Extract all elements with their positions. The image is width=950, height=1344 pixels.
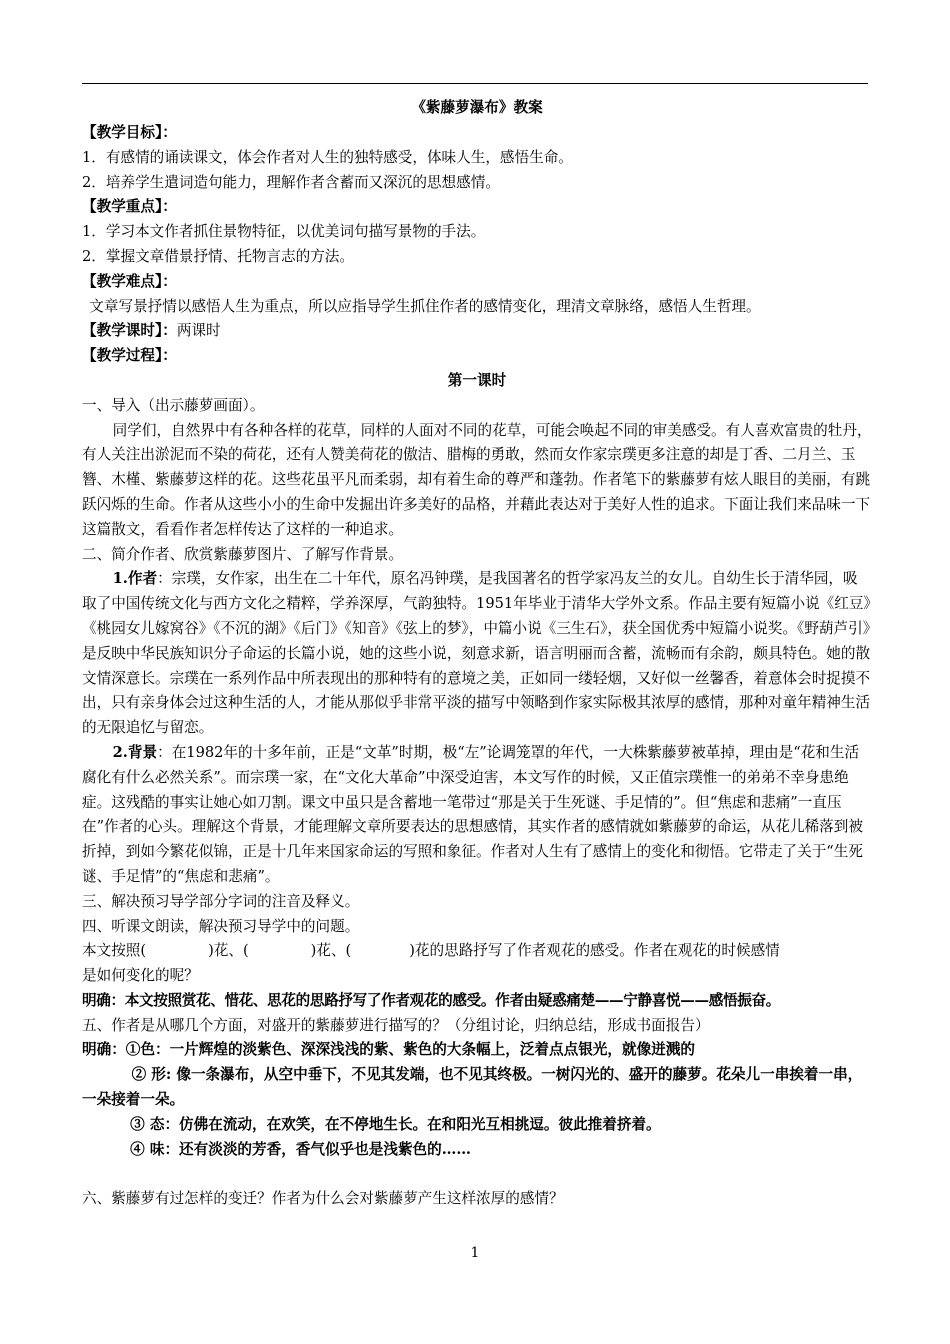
section-4-answer: 明确：本文按照赏花、惜花、思花的思路抒写了作者观花的感受。作者由疑惑痛楚——宁静喜悦——感悟振奋。: [82, 991, 780, 1009]
hours-value: 两课时: [176, 322, 221, 340]
key-points-heading: 【教学重点】：: [82, 198, 177, 216]
answer-color: 明确：①色：一片辉煌的淡紫色、深深浅浅的紫、紫色的大条幅上，泛着点点银光，就像迸溅的: [82, 1041, 695, 1059]
hours-heading: 【教学课时】：: [82, 322, 177, 340]
document-title: 《紫藤萝瀑布》教案: [411, 99, 543, 116]
goal-item-2: 2．培养学生遣词造句能力，理解作者含蓄而又深沉的思想感情。: [82, 173, 500, 191]
section-3-heading: 三、解决预习导学部分字词的注音及释义。: [82, 892, 360, 910]
section-5-heading: 五、作者是从哪几个方面，对盛开的紫藤萝进行描写的？（分组讨论，归纳总结，形成书面报告）: [82, 1016, 710, 1034]
section-1-paragraph: 同学们，自然界中有各种各样的花草，同样的人面对不同的花草，可能会唤起不同的审美感受。有人喜欢富贵的牡丹，有人关注出淤泥而不染的荷花，还有人赞美荷花的傲洁、腊梅的勇敢，然而女作家宗璞更多注意的却是丁香、二月兰、玉簪、木槿、紫藤萝这样的花。这些花虽平凡而柔弱，却有着生命的尊严和蓬勃。作者笔下的紫藤萝有炫人眼目的美丽，有跳跃闪烁的生命。作者从这些小小的生命中发掘出许多美好的品格，并藉此表达对于美好人性的追求。下面让我们来品味一下这篇散文，看看作者怎样传达了这样的一种追求。: [82, 421, 872, 538]
author-paragraph: [82, 567, 872, 741]
section-1-heading: 一、导入（出示藤萝画面）。: [82, 396, 265, 414]
key-point-2: 2．掌握文章借景抒情、托物言志的方法。: [82, 247, 354, 265]
question-part-a: 本文按照(: [82, 942, 147, 960]
author-label: 1.作者: [112, 570, 158, 588]
page-number: 1: [470, 1245, 480, 1261]
goal-heading: 【教学目标】：: [82, 124, 177, 141]
answer-state: ③ 态：仿佛在流动，在欢笑，在不停地生长。在和阳光互相挑逗。彼此推着挤着。: [130, 1115, 661, 1133]
lesson-one-heading: 第一课时: [447, 371, 507, 389]
document-body: [82, 95, 872, 1212]
header-rule: [82, 83, 868, 84]
section-2-heading: 二、简介作者、欣赏紫藤萝图片、了解写作背景。: [82, 545, 404, 563]
question-part-c: )花、(: [310, 942, 352, 960]
section-6-heading: 六、紫藤萝有过怎样的变迁？作者为什么会对紫藤萝产生这样浓厚的感情？: [82, 1190, 564, 1208]
fill-blank-question-end: 是如何变化的呢？: [82, 967, 199, 985]
question-part-d: )花的思路抒写了作者观花的感受。作者在观花的时候感情: [409, 942, 780, 960]
background-text: ：在1982年的十多年前，正是“文革”时期，极“左”论调笼罩的年代，一大株紫藤萝被革掉，理由是“花和生活腐化有什么必然关系”。而宗璞一家，在“文化大革命”中深受迫害，本文写作的时候，又正值宗璞惟一的弟弟不幸身患绝症。这残酷的事实让她心如刀割。课文中虽只是含蓄地一笔带过“那是关于生死谜、手足情的”。但“焦虑和悲痛”一直压在”作者的心头。理解这个背景，才能理解文章所要表达的思想感情，其实作者的感情就如紫藤萝的命运，从花儿稀落到被折掉，到如今繁花似锦，正是十几年来国家命运的写照和象征。作者对人生有了感情上的变化和彻悟。它带走了关于“生死谜、手足情”的“焦虑和悲痛”。: [82, 743, 863, 885]
goal-item-1: 1．有感情的诵读课文，体会作者对人生的独特感受，体味人生，感悟生命。: [82, 148, 573, 166]
answer-scent: ④ 味：还有淡淡的芳香，香气似乎也是浅紫色的……: [130, 1140, 471, 1158]
difficulty-text: 文章写景抒情以感悟人生为重点，所以应指导学生抓住作者的感情变化，理清文章脉络，感悟人生哲理。: [89, 297, 761, 315]
background-paragraph: [82, 741, 872, 890]
background-label: 2.背景: [112, 743, 158, 761]
answer-shape: ② 形: 像一条瀑布，从空中垂下，不见其发端，也不见其终极。一树闪光的、盛开的藤萝。花朵儿一串挨着一串，一朵接着一朵。: [82, 1066, 863, 1109]
section-4-heading: 四、听课文朗读，解决预习导学中的问题。: [82, 917, 360, 935]
difficulty-heading: 【教学难点】：: [82, 272, 177, 290]
key-point-1: 1．学习本文作者抓住景物特征，以优美词句描写景物的手法。: [82, 223, 486, 241]
process-heading: 【教学过程】：: [82, 347, 177, 365]
fill-blank-question: [82, 939, 872, 964]
author-text: ：宗璞，女作家，出生在二十年代，原名冯钟璞，是我国著名的哲学家冯友兰的女儿。自幼生长于清华园，吸取了中国传统文化与西方文化之精粹，学养深厚，气韵独特。1951年毕业于清华大学外文系。作品主要有短篇小说《红豆》《桃园女儿嫁窝谷》《不沉的湖》《后门》《知音》《弦上的梦》，中篇小说《三生石》，获全国优秀中短篇小说奖。《野葫芦引》是反映中华民族知识分子命运的长篇小说，她的这些小说，刻意求新，语言明丽而含蓄，流畅而有余韵，颇具特色。她的散文情深意长。宗璞在一系列作品中所表现出的那种特有的意境之美，正如同一缕轻烟，又好似一丝馨香，着意体会时捉摸不出，只有亲身体会过这种生活的人，才能从那似乎非常平淡的描写中领略到作家实际极其浓厚的感情，那种对童年精神生活的无限追忆与留恋。: [82, 570, 871, 737]
hours-line: [82, 319, 872, 344]
question-part-b: )花、(: [208, 942, 249, 960]
